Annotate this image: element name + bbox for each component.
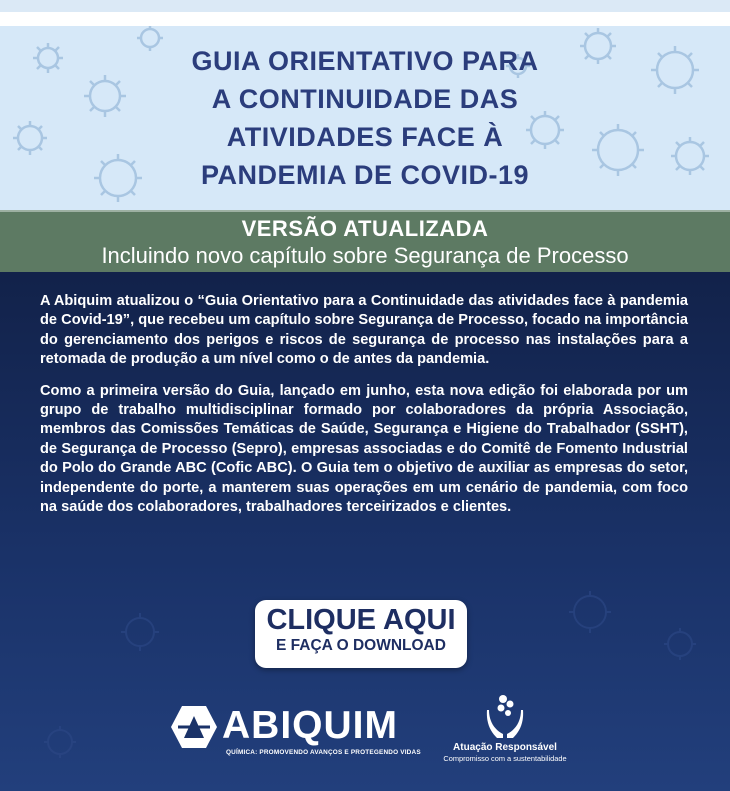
ar-title: Atuação Responsável xyxy=(453,742,557,753)
page-title xyxy=(0,42,730,194)
hands-molecule-icon xyxy=(485,692,525,740)
download-button-sublabel: E FAÇA O DOWNLOAD xyxy=(276,637,446,654)
download-button[interactable] xyxy=(255,600,467,668)
title-line: A CONTINUIDADE DAS xyxy=(211,84,519,114)
atuacao-responsavel-logo xyxy=(440,690,570,770)
body-text xyxy=(40,292,688,529)
virus-icon xyxy=(664,628,696,660)
abiquim-wordmark: ABIQUIM xyxy=(222,704,398,747)
abiquim-tagline: QUÍMICA: PROMOVENDO AVANÇOS E PROTEGENDO VIDAS xyxy=(226,749,421,756)
title-line: GUIA ORIENTATIVO PARA xyxy=(191,46,539,76)
virus-icon xyxy=(44,726,76,758)
version-band xyxy=(0,210,730,272)
top-strip xyxy=(0,0,730,12)
title-line: ATIVIDADES FACE À xyxy=(226,122,504,152)
version-title: VERSÃO ATUALIZADA xyxy=(241,216,489,241)
header-banner xyxy=(0,26,730,210)
body-paragraph: Como a primeira versão do Guia, lançado em junho, esta nova edição foi elaborada por um grupo de trabalho multidisciplinar formado por colaboradores da própria Associação, membros das Comissões Temáticas de Saúde, Segurança e Higiene do Trabalhador (SSHT), de Segurança de Processo (Sepro), empresas associadas e do Comitê de Fomento Industrial do Polo do Grande ABC (Cofic ABC). O Guia tem o objetivo de auxiliar as empresas do setor, independente do porte, a manterem suas operações em um cenário de pandemia, com foco na saúde dos colaboradores, trabalhadores terceirizados e clientes. xyxy=(40,382,688,516)
version-subtitle: Incluindo novo capítulo sobre Segurança de Processo xyxy=(101,243,629,268)
body-paragraph: A Abiquim atualizou o “Guia Orientativo para a Continuidade das atividades face à pandemia de Covid-19”, que recebeu um capítulo sobre Segurança de Processo, focado na importância do gerenciamento dos perigos e riscos de segurança de processo nas instalações para a retomada de produção a um nível como o de antes da pandemia. xyxy=(40,293,688,368)
virus-icon xyxy=(121,613,159,651)
virus-icon xyxy=(569,591,611,633)
ar-subtitle: Compromisso com a sustentabilidade xyxy=(443,754,567,763)
main-panel xyxy=(0,272,730,791)
download-button-label: CLIQUE AQUI xyxy=(266,604,456,636)
title-line: PANDEMIA DE COVID-19 xyxy=(200,160,530,190)
abiquim-hexagon-icon xyxy=(170,704,218,750)
abiquim-logo xyxy=(170,702,430,762)
